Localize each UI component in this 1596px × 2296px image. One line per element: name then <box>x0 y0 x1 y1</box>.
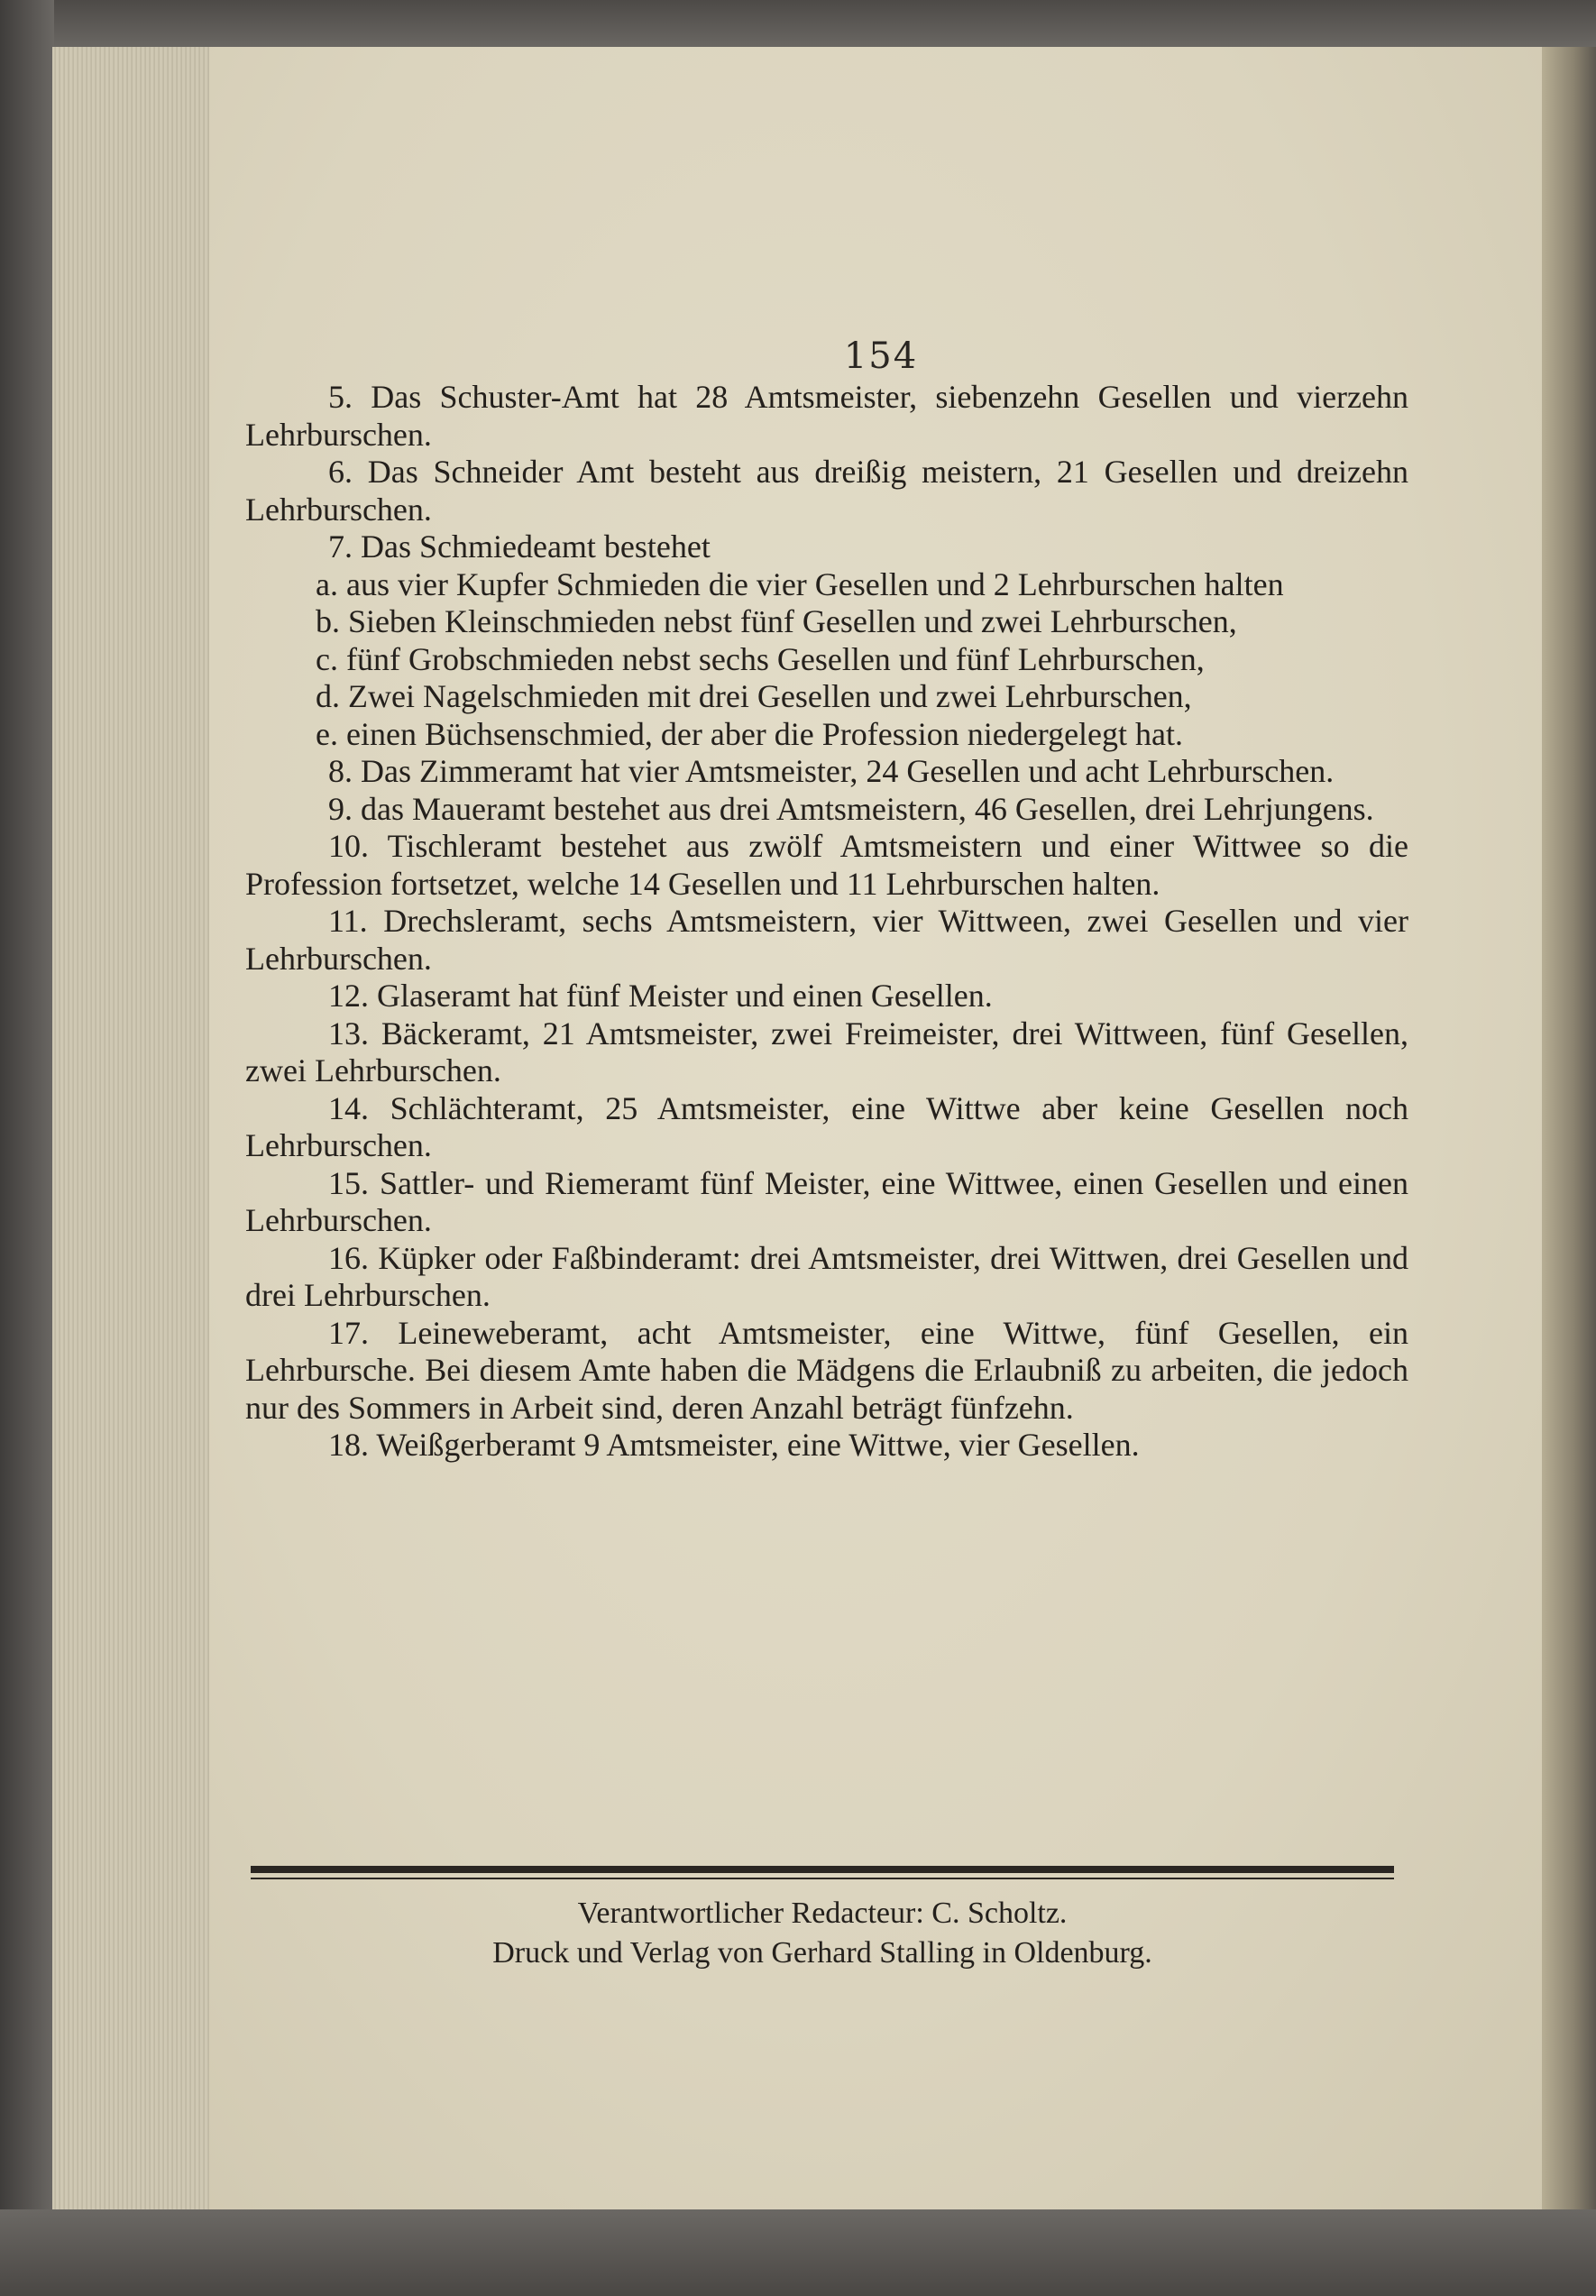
footer-rule-thin <box>251 1878 1394 1879</box>
editor-line: Verantwortlicher Redacteur: C. Scholtz. <box>577 1896 1068 1930</box>
entry-paragraph: 11. Drechsleramt, sechs Amtsmeistern, vier Wittween, zwei Gesellen und vier Lehrburschen. <box>245 903 1408 977</box>
entry-paragraph: 13. Bäckeramt, 21 Amtsmeister, zwei Freimeister, drei Wittween, fünf Gesellen, zwei Lehrburschen. <box>245 1015 1408 1088</box>
entry-paragraph: 18. Weißgerberamt 9 Amtsmeister, eine Wittwe, vier Gesellen. <box>328 1427 1140 1463</box>
entry-paragraph: 15. Sattler- und Riemeramt fünf Meister, eine Wittwee, einen Gesellen und einen Lehrburschen. <box>245 1164 1408 1238</box>
publisher-line: Druck und Verlag von Gerhard Stalling in Oldenburg. <box>492 1936 1152 1970</box>
sub-entry: b. Sieben Kleinschmieden nebst fünf Gesellen und zwei Lehrburschen, <box>316 603 1237 639</box>
entry-paragraph: 17. Leineweberamt, acht Amtsmeister, eine Wittwe, fünf Gesellen, ein Lehrbursche. Bei diesem Amte haben die Mädgens die Erlaubniß zu arbeiten, die jedoch nur des Sommers in Arbeit sind, deren Anzahl beträgt fünfzehn. <box>245 1314 1408 1426</box>
entry-paragraph: 10. Tischleramt bestehet aus zwölf Amtsmeistern und einer Wittwee so die Profession fortsetzet, welche 14 Gesellen und 11 Lehrburschen halten. <box>245 828 1408 902</box>
footer-rule-thick <box>251 1866 1394 1873</box>
page-edges <box>52 47 213 2209</box>
sub-entry: c. fünf Grobschmieden nebst sechs Gesellen und fünf Lehrburschen, <box>316 640 1205 677</box>
sub-entry: d. Zwei Nagelschmieden mit drei Gesellen und zwei Lehrburschen, <box>316 678 1192 714</box>
sub-entry: e. einen Büchsenschmied, der aber die Profession niedergelegt hat. <box>316 715 1184 752</box>
page-gutter <box>1542 47 1596 2209</box>
entry-paragraph: 8. Das Zimmeramt hat vier Amtsmeister, 24 Gesellen und acht Lehrburschen. <box>328 753 1335 789</box>
imprint-footer <box>251 1894 1394 1973</box>
entry-paragraph: 6. Das Schneider Amt besteht aus dreißig meistern, 21 Gesellen und dreizehn Lehrburschen. <box>245 454 1408 528</box>
cover-left-edge <box>0 0 54 2296</box>
entry-paragraph: 16. Küpker oder Faßbinderamt: drei Amtsmeister, drei Wittwen, drei Gesellen und drei Lehrburschen. <box>245 1239 1408 1313</box>
entry-paragraph: 7. Das Schmiedeamt bestehet <box>328 528 711 565</box>
cover-bottom-edge <box>0 2209 1596 2296</box>
entry-paragraph: 14. Schlächteramt, 25 Amtsmeister, eine Wittwe aber keine Gesellen noch Lehrburschen. <box>245 1089 1408 1163</box>
entry-paragraph: 9. das Maueramt bestehet aus drei Amtsmeistern, 46 Gesellen, drei Lehrjungens. <box>328 790 1374 827</box>
page-number: 154 <box>843 335 919 377</box>
entry-paragraph: 12. Glaseramt hat fünf Meister und einen Gesellen. <box>328 978 993 1014</box>
sub-entry: a. aus vier Kupfer Schmieden die vier Gesellen und 2 Lehrburschen halten <box>316 565 1284 602</box>
cover-top-edge <box>0 0 1596 50</box>
body-text <box>245 379 1408 1465</box>
entry-paragraph: 5. Das Schuster-Amt hat 28 Amtsmeister, siebenzehn Gesellen und vierzehn Lehrburschen. <box>245 379 1408 453</box>
